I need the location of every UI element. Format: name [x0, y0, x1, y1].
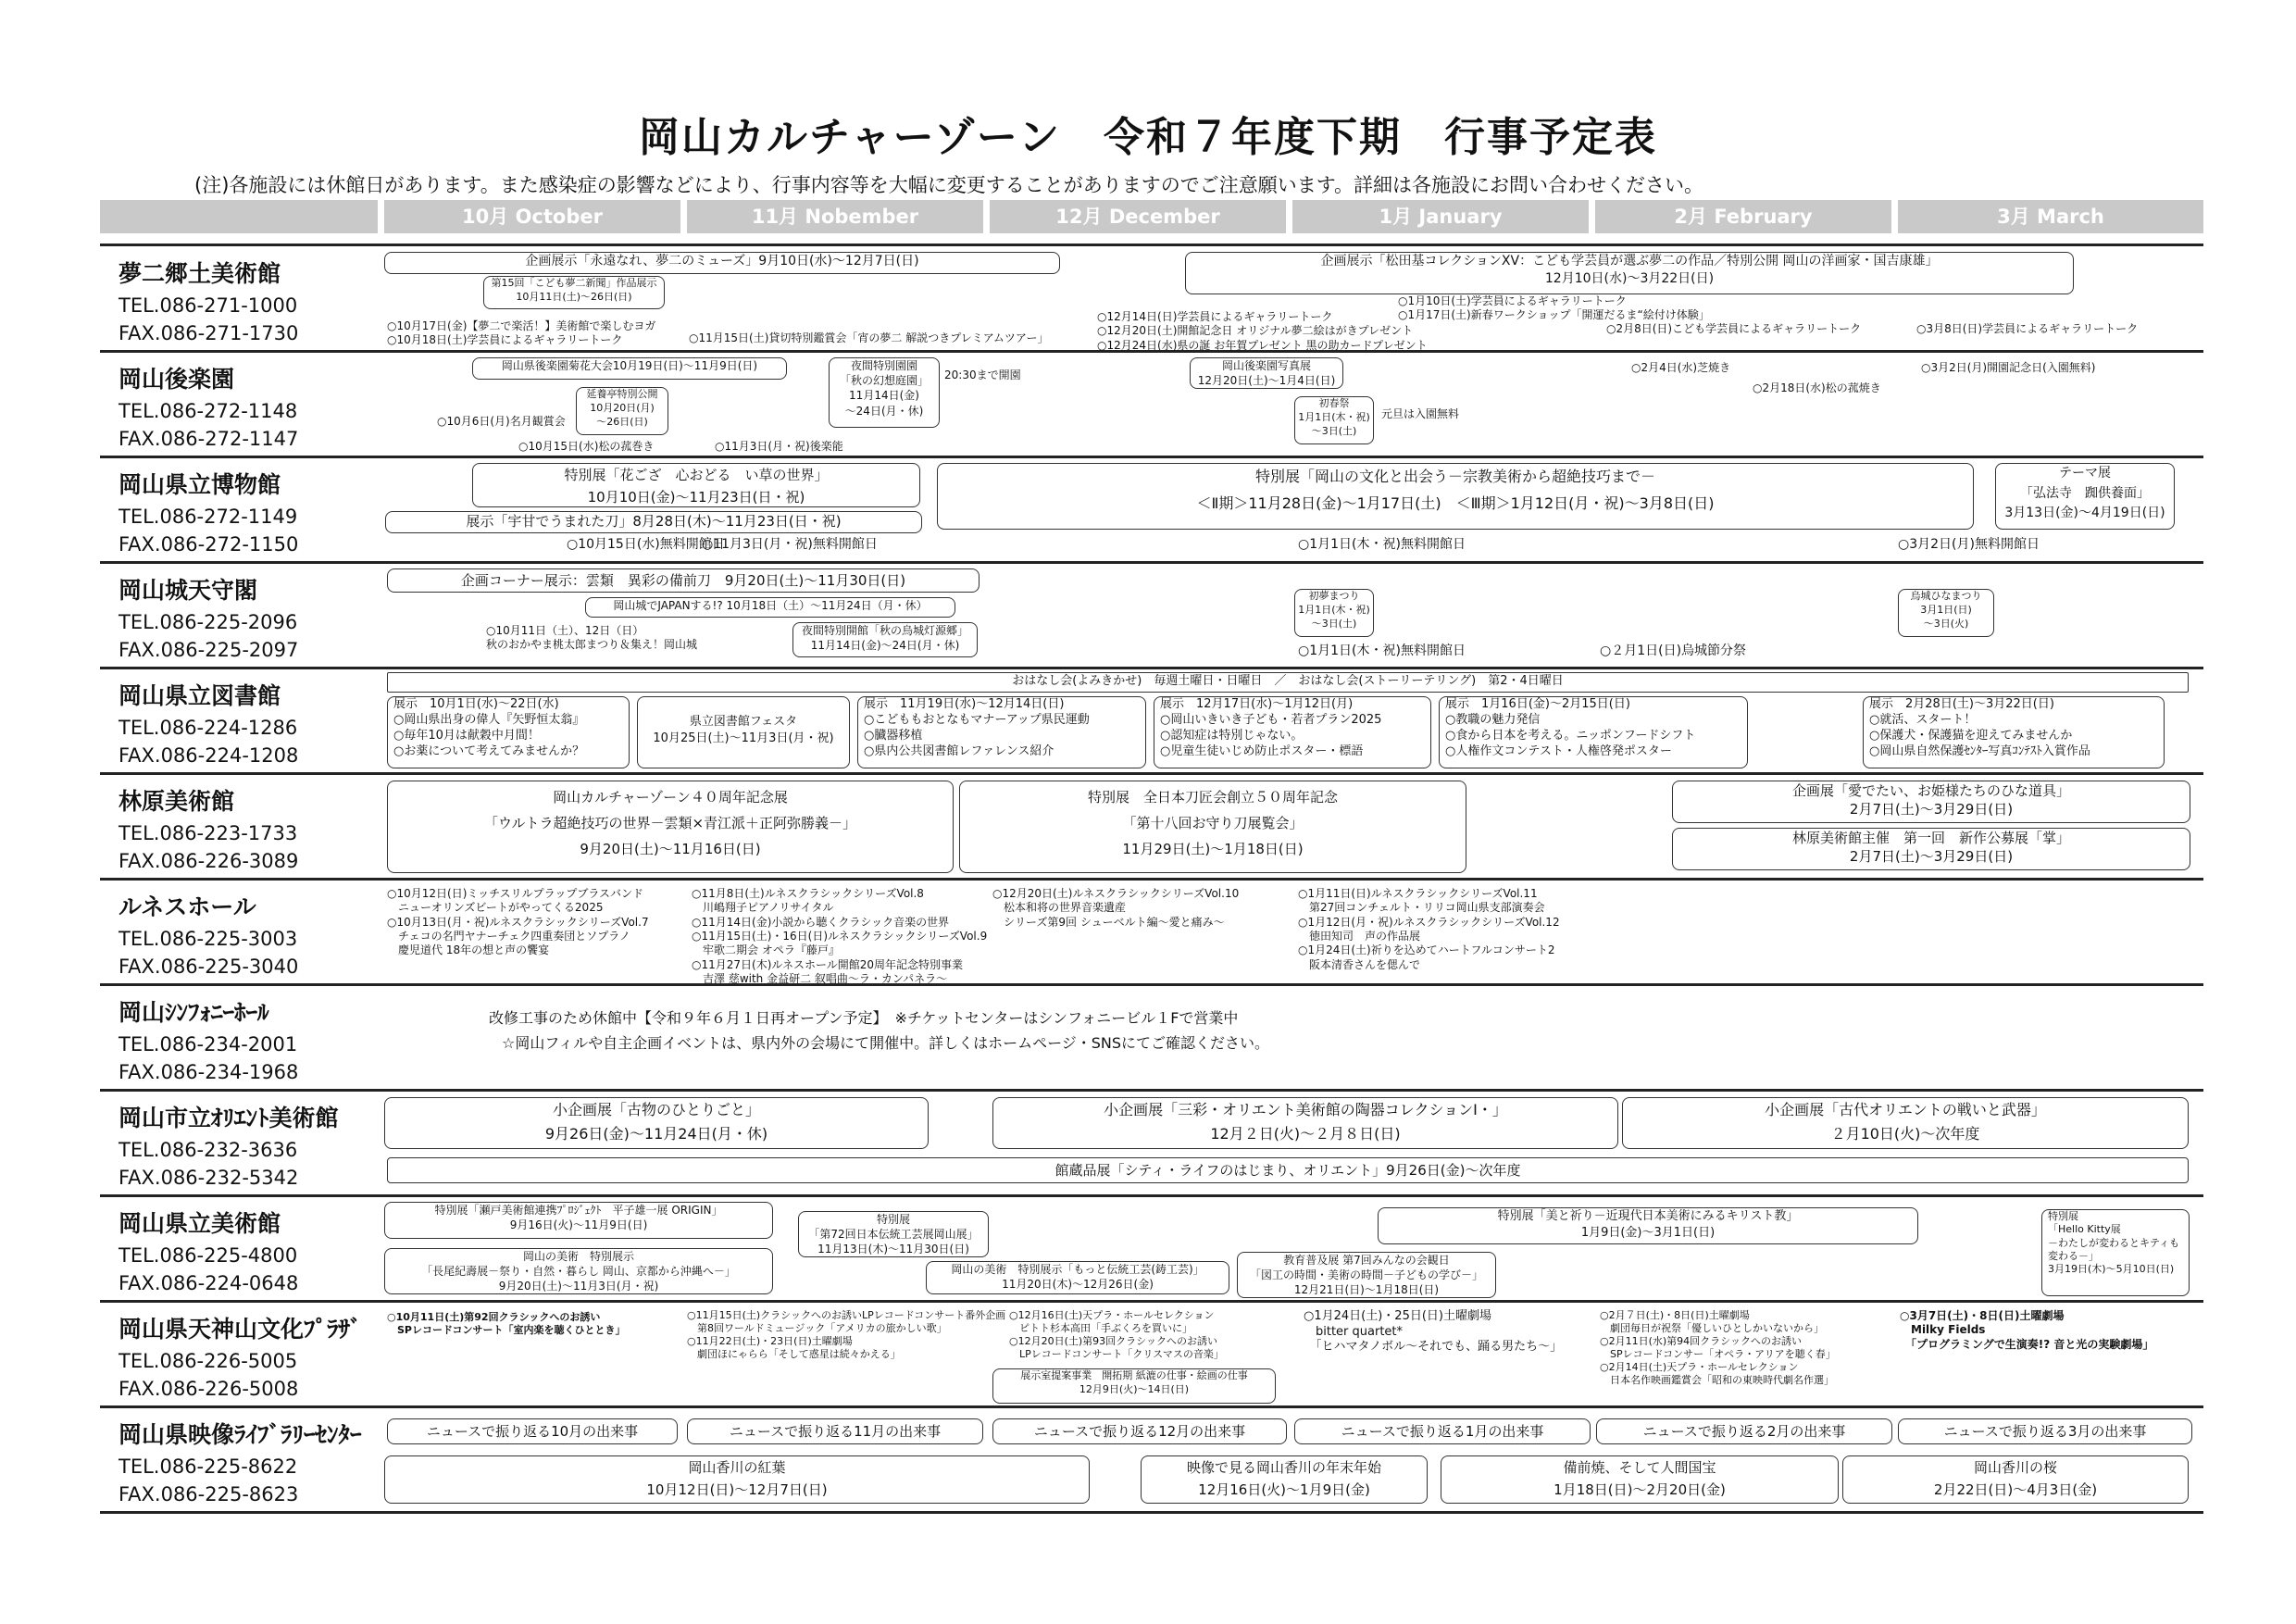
event-note: ○11月8日(土)ルネスクラシックシリーズVol.8 川嶋翔子ピアノリサイタル ○11月14日(金)小説から聴くクラシック音楽の世界 ○11月15日(土)・16日(日)ルネスクラシックシリーズVol.9 牢歌二期会 オペラ『藤戸』 ○11月27日(木)ルネスホール開館20周年記念特別事業 吉澤 慈with 金益研二 叙唱曲～ラ・カンパネラ～ — [692, 887, 988, 986]
facility-tel: TEL.086-224-1286 — [119, 717, 298, 739]
row-divider — [100, 1194, 2203, 1197]
month-header-november: 11月 Nobember — [687, 200, 983, 233]
facility-tel: TEL.086-232-3636 — [119, 1139, 298, 1161]
event-note: ○10月6日(月)名月観賞会 — [437, 415, 566, 428]
event-box: 特別展 「第72回日本伝統工芸展岡山展」 11月13日(木)～11月30日(日) — [798, 1211, 989, 1257]
event-box: 烏城ひなまつり 3月1日(日) ～3日(火) — [1898, 589, 1994, 637]
row-divider — [100, 667, 2203, 669]
facility-name: 岡山城天守閣 — [119, 577, 258, 604]
event-box: 初夢まつり 1月1日(木・祝) ～3日(土) — [1294, 589, 1374, 637]
facility-name: 岡山県天神山文化ﾌﾟﾗｻﾞ — [119, 1316, 362, 1343]
event-box: 岡山の美術 特別展示 「長尾紀壽展－祭り・自然・暮らし 岡山、京都から沖縄へ－」 9月20日(土)～11月3日(月・祝) — [384, 1248, 773, 1294]
event-box: 特別展「岡山の文化と出会う－宗教美術から超絶技巧まで－ ＜Ⅱ期＞11月28日(金)～1月17日(土) ＜Ⅲ期＞1月12日(月・祝)～3月8日(日) — [937, 463, 1974, 530]
facility-korakuen — [119, 361, 298, 450]
facility-eizo — [119, 1417, 362, 1505]
closure-notice: ☆岡山フィルや自主企画イベントは、県内外の会場にて開催中。詳しくはホームページ・SNSにてご確認ください。 — [502, 1034, 1270, 1052]
facility-name: 岡山県立図書館 — [119, 682, 281, 709]
event-note: 20:30まで開園 — [944, 369, 1021, 381]
facility-fax: FAX.086-226-3089 — [119, 850, 299, 872]
event-box: 展示 10月1日(水)～22日(水) ○岡山県出身の偉人『矢野恒太翁』 ○毎年10月は献穀中月間！ ○お薬について考えてみませんか？ — [387, 696, 630, 768]
row-divider — [100, 561, 2203, 564]
facility-tel: TEL.086-225-8622 — [119, 1455, 298, 1478]
event-note: ○2月７日(土)・8日(日)土曜劇場 劇団毎日が祝祭「優しいひとしかいないから」 ○2月11日(水)第94回クラシックへのお誘い SPレコードコンサー「オペラ・アリアを聴く春」 ○2月14日(土)天プラ・ホールセレクション 日本名作映画鑑賞会「昭和の東映時代劇名作選」 — [1600, 1309, 1836, 1387]
facility-fax: FAX.086-272-1147 — [119, 428, 299, 450]
event-box: 第15回「こども夢二新聞」作品展示 10月11日(土)～26日(日) — [483, 276, 665, 309]
facility-name: 林原美術館 — [119, 788, 235, 815]
event-box: 岡山香川の桜 2月22日(日)～4月3日(金) — [1842, 1455, 2189, 1504]
facility-name: 岡山県立博物館 — [119, 471, 281, 498]
facility-name: 岡山県立美術館 — [119, 1210, 281, 1237]
facility-castle — [119, 572, 298, 661]
event-note: ○12月14日(日)学芸員によるギャラリートーク ○12月20日(土)開館記念日 オリジナル夢二絵はがきプレゼント ○12月24日(水)県の誕 お年賀プレゼント 黒の助カードプレゼント — [1097, 310, 1428, 352]
facility-tel: TEL.086-223-1733 — [119, 822, 298, 844]
row-divider — [100, 772, 2203, 775]
event-note: ○10月11日（土）、12日（日） 秋のおかやま桃太郎まつり＆集え！岡山城 — [486, 624, 698, 652]
event-box: 展示室提案事業 開拓期 紙漉の仕事・絵画の仕事 12月9日(火)～14日(日) — [992, 1368, 1276, 1404]
news-box: ニュースで振り返る12月の出来事 — [992, 1418, 1287, 1444]
facility-tel: TEL.086-226-5005 — [119, 1350, 298, 1372]
facility-tel: TEL.086-272-1149 — [119, 506, 298, 528]
row-divider — [100, 1300, 2203, 1303]
facility-name: 岡山後楽園 — [119, 366, 235, 393]
event-note: ○2月4日(水)芝焼き — [1631, 361, 1731, 374]
facility-fax: FAX.086-271-1730 — [119, 322, 299, 344]
event-box: 林原美術館主催 第一回 新作公募展「掌」 2月7日(土)～3月29日(日) — [1672, 828, 2190, 870]
event-note: ○2月18日(水)松の菰焼き — [1753, 381, 1881, 394]
event-note: ○1月24日(土)・25日(日)土曜劇場 bitter quartet* 「ヒハマタノボル～それでも、踊る男たち～」 — [1304, 1309, 1563, 1355]
event-box: 展示 12月17日(水)～1月12日(月) ○岡山いきいき子ども・若者プラン2025 ○認知症は特別じゃない。 ○児童生徒いじめ防止ポスター・標語 — [1154, 696, 1431, 768]
facility-yumeji — [119, 256, 298, 344]
event-box: 小企画展「古代オリエントの戦いと武器」 ２月10日(火)～次年度 — [1622, 1097, 2189, 1149]
row-divider — [100, 1405, 2203, 1408]
event-box: 県立図書館フェスタ 10月25日(土)～11月3日(月・祝) — [637, 696, 850, 768]
event-box: 岡山後楽園写真展 12月20日(土)～1月4日(日) — [1190, 357, 1343, 389]
event-box: 企画展「愛でたい、お姫様たちのひな道具」 2月7日(土)～3月29日(日) — [1672, 781, 2190, 823]
event-box: テーマ展 「弘法寺 踟供養面」 3月13日(金)～4月19日(日) — [1995, 463, 2175, 530]
facility-fax: FAX.086-226-5008 — [119, 1378, 299, 1400]
facility-tenjinyama — [119, 1311, 362, 1400]
facility-name: ルネスホール — [119, 893, 256, 920]
month-header-january: 1月 January — [1292, 200, 1589, 233]
event-box: 展示 1月16日(金)～2月15日(日) ○教職の魅力発信 ○食から日本を考える。ニッポンフードシフト ○人権作文コンテスト・人権啓発ポスター — [1439, 696, 1748, 768]
facility-tel: TEL.086-234-2001 — [119, 1033, 298, 1056]
event-note: ○1月1日(木・祝)無料開館日 — [1298, 643, 1466, 658]
event-note: ○11月15日(土)貸切特別鑑賞会「宵の夢二 解説つきプレミアムツアー」 — [689, 331, 1049, 344]
event-box: 夜間特別開館「秋の烏城灯源郷」 11月14日(金)～24日(月・休) — [792, 622, 978, 657]
event-box: 特別展「瀬戸美術館連携ﾌﾟﾛｼﾞｪｸﾄ 平子雄一展 ORIGIN」 9月16日(火)～11月9日(日) — [384, 1202, 773, 1239]
row-divider — [100, 244, 2203, 246]
event-note: ○1月1日(木・祝)無料開館日 — [1298, 537, 1466, 552]
news-box: ニュースで振り返る10月の出来事 — [387, 1418, 678, 1444]
event-box: 映像で見る岡山香川の年末年始 12月16日(火)～1月9日(金) — [1141, 1455, 1428, 1504]
event-box: 岡山の美術 特別展示「もっと伝統工芸(鋳工芸)」 11月20日(木)～12月26日(金) — [926, 1261, 1229, 1294]
event-note: ○2月8日(日)こども学芸員によるギャラリートーク — [1606, 322, 1862, 335]
facility-artmuseum — [119, 1206, 298, 1294]
row-divider — [100, 1511, 2203, 1514]
facility-runes — [119, 889, 298, 978]
event-note: ○12月16日(土)天プラ・ホールセレクション ピトト杉本高田「手ぶくろを買いに」 ○12月20日(土)第93回クラシックへのお誘い LPレコードコンサート「クリスマスの音楽」 — [1009, 1309, 1224, 1361]
event-banner: 館蔵品展「シティ・ライフのはじまり、オリエント」9月26日(金)～次年度 — [387, 1157, 2189, 1183]
event-note: ○12月20日(土)ルネスクラシックシリーズVol.10 松本和将の世界音楽遺産 シリーズ第9回 シューベルト編～愛と痛み～ — [992, 887, 1240, 929]
news-box: ニュースで振り返る11月の出来事 — [687, 1418, 983, 1444]
event-note: ○3月8日(日)学芸員によるギャラリートーク — [1916, 322, 2139, 335]
row-divider — [100, 1089, 2203, 1092]
event-note: ○11月3日(月・祝)無料開館日 — [702, 537, 878, 552]
event-note: ○1月10日(土)学芸員によるギャラリートーク ○1月17日(土)新春ワークショップ「開運だるま“絵付け体験」 — [1398, 294, 1710, 322]
event-note: ○11月3日(月・祝)後楽能 — [715, 440, 843, 453]
month-header-march: 3月 March — [1898, 200, 2203, 233]
facility-tel: TEL.086-225-3003 — [119, 928, 298, 950]
facility-fax: FAX.086-225-2097 — [119, 639, 299, 661]
month-header-february: 2月 February — [1595, 200, 1891, 233]
event-note: ○3月7日(土)・8日(日)土曜劇場 Milky Fields 「プログラミングで生演奏!? 音と光の実験劇場」 — [1900, 1309, 2154, 1351]
facility-tel: TEL.086-271-1000 — [119, 294, 298, 317]
facility-fax: FAX.086-224-0648 — [119, 1272, 299, 1294]
event-box: 特別展 全日本刀匠会創立５０周年記念 「第十八回お守り刀展覧会」 11月29日(土)～1月18日(日) — [959, 781, 1466, 873]
month-header-december: 12月 December — [990, 200, 1286, 233]
event-note: ○10月15日(水)無料開館日 — [567, 537, 725, 552]
row-divider — [100, 983, 2203, 986]
event-box: 特別展「美と祈り－近現代日本美術にみるキリスト教」 1月9日(金)～3月1日(日) — [1378, 1207, 1918, 1244]
event-box: 小企画展「古物のひとりごと」 9月26日(金)～11月24日(月・休) — [384, 1097, 929, 1149]
facility-library — [119, 678, 298, 767]
notice-text: (注)各施設には休館日があります。また感染症の影響などにより、行事内容等を大幅に変更することがありますのでご注意願います。詳細は各施設にお問い合わせください。 — [194, 174, 1704, 196]
facility-orient — [119, 1100, 339, 1189]
event-box: 特別展「花ござ 心おどる い草の世界」 10月10日(金)～11月23日(日・祝) — [472, 463, 920, 507]
event-box: 教育普及展 第7回みんなの会観日 「図工の時間・美術の時間－子どもの学び－」 12月21日(日)～1月18日(日) — [1237, 1252, 1496, 1298]
event-box: 企画コーナー展示：雲類 異彩の備前刀 9月20日(土)～11月30日(日) — [387, 568, 980, 593]
news-box: ニュースで振り返る2月の出来事 — [1596, 1418, 1892, 1444]
event-box: 企画展示「永遠なれ、夢二のミューズ」9月10日(水)～12月7日(日) — [384, 252, 1060, 274]
facility-tel: TEL.086-272-1148 — [119, 400, 298, 422]
event-note: ○２月1日(日)烏城節分祭 — [1600, 643, 1747, 658]
facility-tel: TEL.086-225-4800 — [119, 1244, 298, 1267]
event-box: 展示 11月19日(水)～12月14日(日) ○こどももおとなもマナーアップ県民運動 ○臓器移植 ○県内公共図書館レファレンス紹介 — [857, 696, 1146, 768]
event-note: ○1月11日(日)ルネスクラシックシリーズVol.11 第27回コンチェルト・リリコ岡山県支部演奏会 ○1月12日(月・祝)ルネスクラシックシリーズVol.12 徳田知司 声の作品展 ○1月24日(土)祈りを込めてハートフルコンサート2 阪本清香さんを偲んで — [1298, 887, 1560, 971]
row-divider — [100, 878, 2203, 881]
facility-name: 岡山市立ｵﾘｴﾝﾄ美術館 — [119, 1105, 339, 1131]
event-box: 延養亭特別公開 10月20日(月) ～26日(日) — [576, 387, 668, 435]
page-title: 岡山カルチャーゾーン 令和７年度下期 行事予定表 — [638, 114, 1658, 161]
month-header-october: 10月 October — [384, 200, 680, 233]
facility-fax: FAX.086-232-5342 — [119, 1167, 299, 1189]
facility-symphony — [119, 994, 298, 1083]
facility-fax: FAX.086-225-8623 — [119, 1483, 299, 1505]
event-note: ○11月15日(土)クラシックへのお誘いLPレコードコンサート番外企画 第8回ワールドミュージック「アメリカの旅かしい歌」 ○11月22日(土)・23日(日)土曜劇場 劇団ほにゃらら「そして惑星は続々かえる」 — [687, 1309, 1006, 1361]
facility-name: 岡山ｼﾝﾌｫﾆｰﾎｰﾙ — [119, 999, 269, 1026]
facility-hayashibara — [119, 783, 298, 872]
event-box: 備前焼、そして人間国宝 1月18日(日)～2月20日(金) — [1441, 1455, 1839, 1504]
event-note: ○3月2日(月)開園記念日(入園無料) — [1921, 361, 2096, 374]
facility-fax: FAX.086-225-3040 — [119, 956, 299, 978]
news-box: ニュースで振り返る1月の出来事 — [1294, 1418, 1591, 1444]
event-box: 岡山県後楽園菊花大会10月19日(日)～11月9日(日) — [472, 357, 787, 380]
event-box: 初春祭 1月1日(木・祝) ～3日(土) — [1294, 396, 1374, 444]
event-note: ○10月11日(土)第92回クラシックへのお誘い SPレコードコンサート「室内楽を聴くひととき」 — [387, 1311, 626, 1337]
facility-fax: FAX.086-234-1968 — [119, 1061, 299, 1083]
facility-name: 岡山県映像ﾗｲﾌﾞﾗﾘｰｾﾝﾀｰ — [119, 1421, 362, 1448]
month-header-blank — [100, 200, 378, 233]
event-note: ○10月12日(日)ミッチスリルプラップブラスバンド ニューオリンズビートがやってくる2025 ○10月13日(月・祝)ルネスクラシックシリーズVol.7 チェコの名門ヤナーチェク四重奏団とソプラノ 慶児道代 18年の想と声の饗宴 — [387, 887, 649, 957]
facility-museum — [119, 467, 298, 556]
event-note: 元旦は入園無料 — [1381, 407, 1460, 420]
event-box: 岡山カルチャーゾーン４０周年記念展 「ウルトラ超絶技巧の世界－雲類×青江派＋正阿弥勝義－」 9月20日(土)～11月16日(日) — [387, 781, 954, 873]
event-box: 特別展 「Hello Kitty展 －わたしが変わるとキティも 変わる－」 3月19日(木)～5月10日(日) — [2041, 1209, 2190, 1296]
event-box: 展示「宇甘でうまれた刀」8月28日(木)～11月23日(日・祝) — [385, 511, 922, 533]
facility-tel: TEL.086-225-2096 — [119, 611, 298, 633]
event-banner: おはなし会(よみきかせ) 毎週土曜日・日曜日 ／ おはなし会(ストーリーテリング) 第2・4日曜日 — [387, 672, 2189, 693]
closure-notice: 改修工事のため休館中【令和９年６月１日再オープン予定】 ※チケットセンターはシンフォニービル１Fで営業中 — [489, 1009, 1239, 1027]
event-box: 小企画展「三彩・オリエント美術館の陶器コレクションⅠ・」 12月２日(火)～２月８日(日) — [992, 1097, 1618, 1149]
facility-fax: FAX.086-272-1150 — [119, 533, 299, 556]
row-divider — [100, 456, 2203, 458]
news-box: ニュースで振り返る3月の出来事 — [1898, 1418, 2192, 1444]
event-note: ○10月15日(水)松の菰巻き — [518, 440, 655, 453]
event-note: ○3月2日(月)無料開館日 — [1898, 537, 2040, 552]
event-box: 展示 2月28日(土)～3月22日(日) ○就活、スタート！ ○保護犬・保護猫を迎えてみませんか ○岡山県自然保護ｾﾝﾀｰ写真ｺﾝﾃｽﾄ入賞作品 — [1863, 696, 2165, 768]
event-box: 夜間特別園園 「秋の幻想庭園」 11月14日(金) ～24日(月・休) — [829, 357, 940, 428]
facility-name: 夢二郷土美術館 — [119, 260, 281, 287]
facility-fax: FAX.086-224-1208 — [119, 744, 299, 767]
event-box: 企画展示「松田基コレクションⅩⅤ：こども学芸員が選ぶ夢二の作品／特別公開 岡山の洋画家・国吉康雄」 12月10日(水)～3月22日(日) — [1185, 252, 2074, 294]
event-box: 岡山香川の紅葉 10月12日(日)～12月7日(日) — [384, 1455, 1090, 1504]
event-note: ○10月17日(金)【夢二で楽活！】美術館で楽しむヨガ ○10月18日(土)学芸員によるギャラリートーク — [387, 319, 656, 347]
event-box: 岡山城でJAPANする!? 10月18日（土）～11月24日（月・休） — [585, 597, 955, 618]
